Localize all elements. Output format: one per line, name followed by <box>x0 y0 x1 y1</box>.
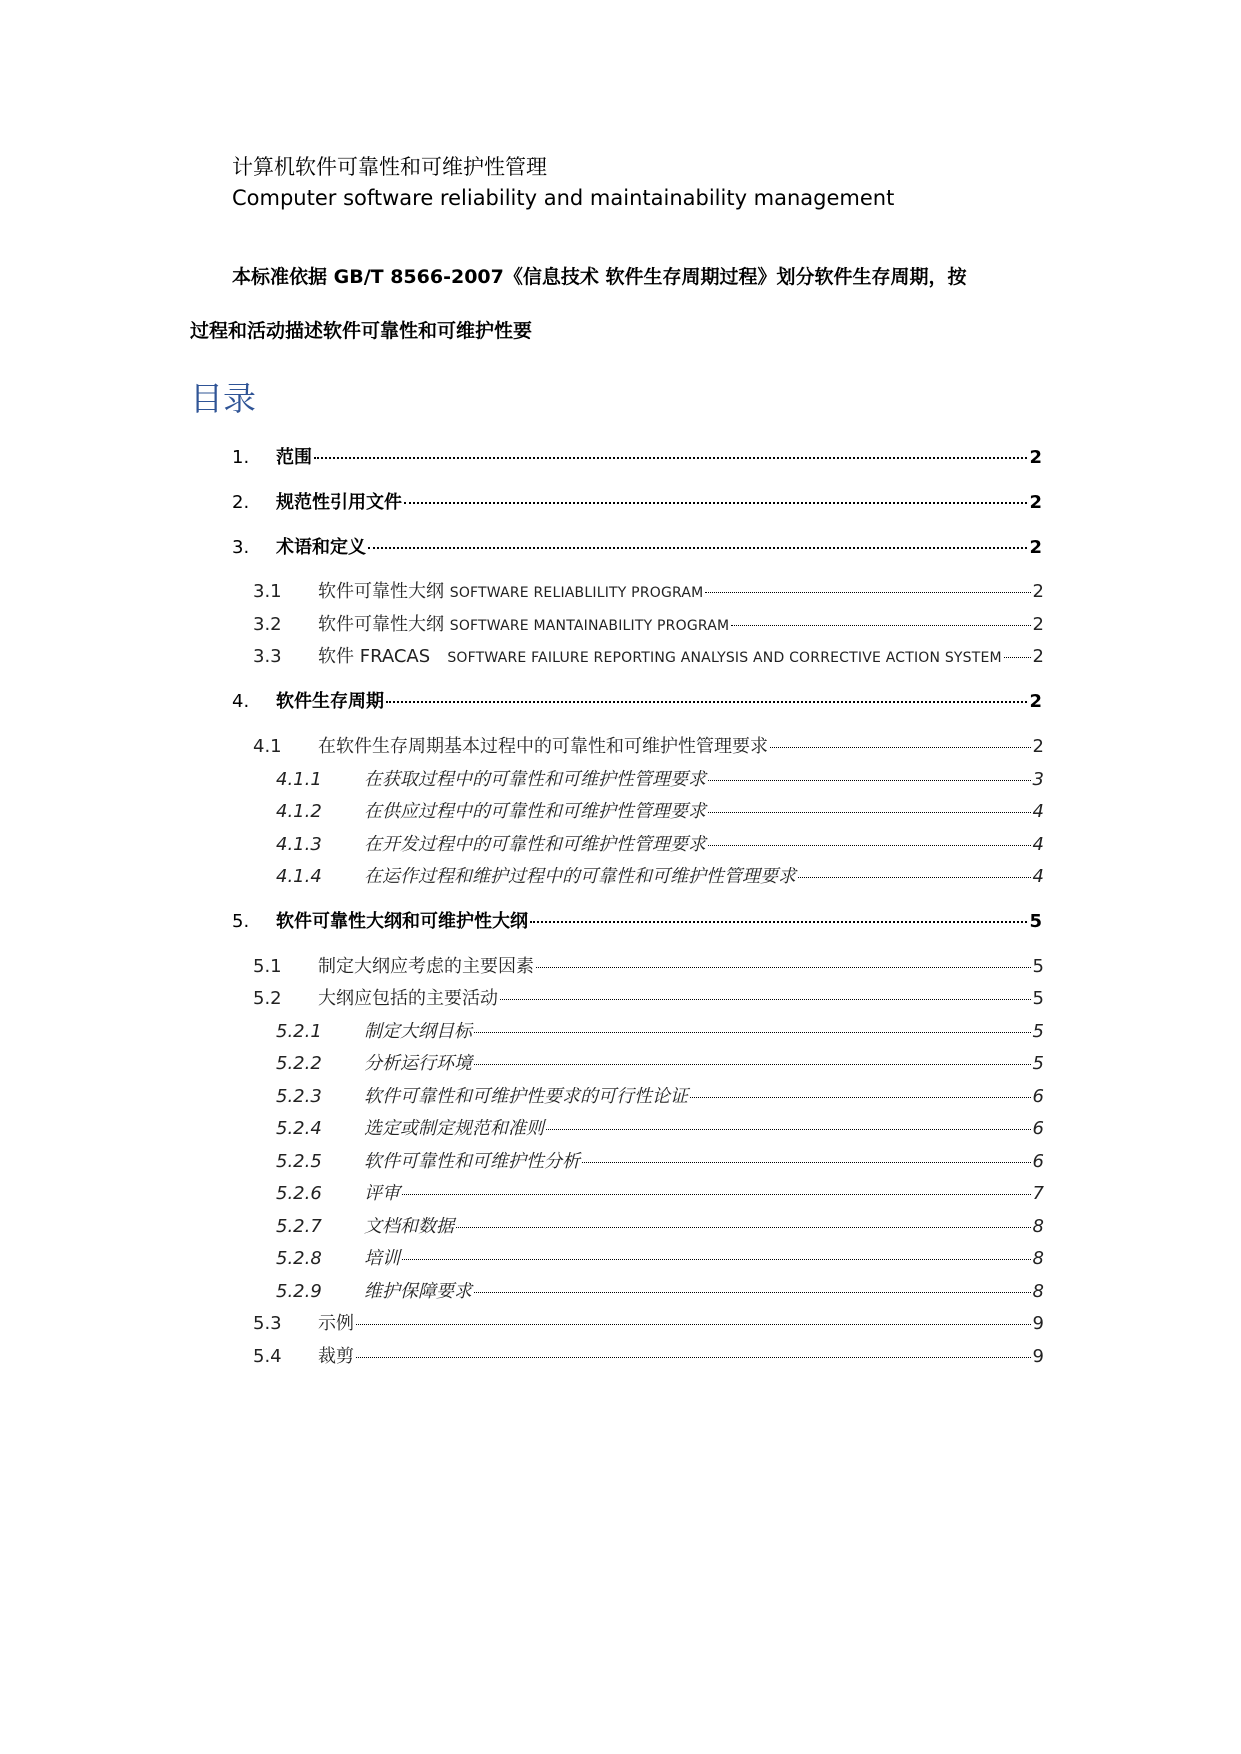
toc-entry-title: 软件可靠性和可维护性要求的可行性论证 <box>364 1086 688 1107</box>
toc-entry-title: 选定或制定规范和准则 <box>364 1118 544 1139</box>
toc-entry-page: 2 <box>1032 736 1044 757</box>
toc-leader-dots <box>402 1194 1031 1195</box>
toc-leader-dots <box>402 1259 1031 1260</box>
toc-entry-title: 评审 <box>364 1183 400 1204</box>
toc-entry-number: 5.2.8 <box>276 1248 322 1269</box>
toc-entry-title: 软件可靠性大纲 SOFTWARE MANTAINABILITY PROGRAM <box>318 614 730 635</box>
toc-entry-4-1-1[interactable] <box>276 768 1044 792</box>
toc-entry-4-1[interactable] <box>253 735 1044 759</box>
toc-entry-5[interactable] <box>232 910 1042 934</box>
toc-entry-page: 3 <box>1032 769 1044 790</box>
toc-entry-4-1-3[interactable] <box>276 833 1044 857</box>
toc-entry-title: 裁剪 <box>318 1346 354 1367</box>
toc-entry-page: 5 <box>1032 1053 1044 1074</box>
toc-entry-page: 2 <box>1032 581 1044 602</box>
toc-entry-page: 9 <box>1032 1346 1044 1367</box>
toc-entry-5-2-4[interactable] <box>276 1117 1044 1141</box>
toc-entry-title-en: SOFTWARE MANTAINABILITY PROGRAM <box>449 618 730 634</box>
document-title-cn: 计算机软件可靠性和可维护性管理 <box>232 155 547 179</box>
toc-entry-number: 3. <box>232 537 250 558</box>
toc-entry-title: 软件 FRACAS SOFTWARE FAILURE REPORTING ANALYSIS AND CORRECTIVE ACTION SYSTEM <box>318 646 1002 667</box>
toc-entry-number: 5. <box>232 911 250 932</box>
toc-leader-dots <box>314 457 1027 459</box>
toc-entry-title: 制定大纲目标 <box>364 1021 472 1042</box>
toc-entry-title: 在开发过程中的可靠性和可维护性管理要求 <box>364 834 706 855</box>
toc-leader-dots <box>546 1129 1031 1130</box>
toc-leader-dots <box>731 625 1030 626</box>
toc-entry-page: 2 <box>1029 447 1042 468</box>
toc-entry-3-2[interactable] <box>253 613 1044 637</box>
toc-entry-5-2-9[interactable] <box>276 1280 1044 1304</box>
toc-entry-page: 5 <box>1032 988 1044 1009</box>
toc-entry-number: 5.2.5 <box>276 1151 322 1172</box>
toc-entry-title: 维护保障要求 <box>364 1281 472 1302</box>
toc-entry-5-4[interactable] <box>253 1345 1044 1369</box>
toc-leader-dots <box>536 967 1031 968</box>
toc-entry-title: 在运作过程和维护过程中的可靠性和可维护性管理要求 <box>364 866 796 887</box>
toc-leader-dots <box>708 780 1031 781</box>
toc-leader-dots <box>368 547 1027 549</box>
toc-entry-5-2-1[interactable] <box>276 1020 1044 1044</box>
toc-leader-dots <box>474 1292 1031 1293</box>
toc-entry-page: 5 <box>1032 1021 1044 1042</box>
toc-leader-dots <box>500 999 1031 1000</box>
toc-entry-number: 4.1.1 <box>276 769 322 790</box>
toc-entry-title: 在供应过程中的可靠性和可维护性管理要求 <box>364 801 706 822</box>
toc-entry-number: 5.2.4 <box>276 1118 322 1139</box>
toc-entry-title: 培训 <box>364 1248 400 1269</box>
toc-entry-3[interactable] <box>232 536 1042 560</box>
toc-leader-dots <box>690 1097 1031 1098</box>
toc-entry-number: 3.1 <box>253 581 282 602</box>
toc-heading: 目录 <box>190 379 256 418</box>
toc-entry-page: 6 <box>1032 1118 1044 1139</box>
toc-leader-dots <box>386 701 1027 703</box>
toc-entry-number: 5.4 <box>253 1346 282 1367</box>
toc-entry-number: 5.2.2 <box>276 1053 322 1074</box>
toc-leader-dots <box>474 1032 1031 1033</box>
toc-entry-number: 2. <box>232 492 250 513</box>
toc-entry-number: 1. <box>232 447 250 468</box>
toc-entry-title: 软件可靠性和可维护性分析 <box>364 1151 580 1172</box>
toc-entry-5-2-2[interactable] <box>276 1052 1044 1076</box>
toc-entry-5-2-3[interactable] <box>276 1085 1044 1109</box>
toc-entry-5-2-5[interactable] <box>276 1150 1044 1174</box>
toc-entry-page: 4 <box>1032 834 1044 855</box>
toc-entry-page: 8 <box>1032 1248 1044 1269</box>
toc-entry-title: 大纲应包括的主要活动 <box>318 988 498 1009</box>
toc-entry-number: 5.1 <box>253 956 282 977</box>
toc-leader-dots <box>708 845 1031 846</box>
toc-entry-page: 5 <box>1029 911 1042 932</box>
toc-entry-page: 8 <box>1032 1281 1044 1302</box>
toc-entry-4-1-2[interactable] <box>276 800 1044 824</box>
toc-entry-page: 6 <box>1032 1151 1044 1172</box>
toc-entry-number: 4.1.4 <box>276 866 322 887</box>
toc-entry-page: 8 <box>1032 1216 1044 1237</box>
toc-entry-4-1-4[interactable] <box>276 865 1044 889</box>
toc-entry-title: 分析运行环境 <box>364 1053 472 1074</box>
toc-entry-title: 规范性引用文件 <box>276 492 402 513</box>
intro-line-2: 过程和活动描述软件可靠性和可维护性要 <box>190 320 533 342</box>
toc-entry-title: 示例 <box>318 1313 354 1334</box>
toc-entry-page: 6 <box>1032 1086 1044 1107</box>
toc-entry-5-2-6[interactable] <box>276 1182 1044 1206</box>
toc-entry-title-en: SOFTWARE RELIABLILITY PROGRAM <box>449 585 704 601</box>
toc-leader-dots <box>582 1162 1031 1163</box>
toc-leader-dots <box>456 1227 1031 1228</box>
toc-entry-3-1[interactable] <box>253 580 1044 604</box>
toc-entry-title: 在软件生存周期基本过程中的可靠性和可维护性管理要求 <box>318 736 768 757</box>
toc-entry-5-1[interactable] <box>253 955 1044 979</box>
toc-entry-page: 2 <box>1032 646 1044 667</box>
toc-entry-title: 软件可靠性大纲和可维护性大纲 <box>276 911 528 932</box>
toc-entry-page: 2 <box>1029 537 1042 558</box>
toc-entry-5-2-8[interactable] <box>276 1247 1044 1271</box>
toc-entry-page: 5 <box>1032 956 1044 977</box>
toc-entry-page: 2 <box>1032 614 1044 635</box>
toc-entry-1[interactable] <box>232 446 1042 470</box>
toc-entry-5-2[interactable] <box>253 987 1044 1011</box>
toc-leader-dots <box>798 877 1031 878</box>
toc-entry-number: 4.1.3 <box>276 834 322 855</box>
toc-entry-title: 术语和定义 <box>276 537 366 558</box>
toc-entry-title: 范围 <box>276 447 312 468</box>
toc-leader-dots <box>530 921 1027 923</box>
toc-leader-dots <box>356 1324 1031 1325</box>
toc-entry-number: 3.2 <box>253 614 282 635</box>
toc-entry-3-3[interactable] <box>253 645 1044 669</box>
toc-leader-dots <box>1004 657 1031 658</box>
toc-entry-number: 5.2.1 <box>276 1021 322 1042</box>
toc-entry-title: 软件可靠性大纲 SOFTWARE RELIABLILITY PROGRAM <box>318 581 704 602</box>
toc-entry-title: 制定大纲应考虑的主要因素 <box>318 956 534 977</box>
toc-entry-5-2-7[interactable] <box>276 1215 1044 1239</box>
toc-entry-page: 2 <box>1029 691 1042 712</box>
toc-entry-title-en: SOFTWARE FAILURE REPORTING ANALYSIS AND CORRECTIVE ACTION SYSTEM <box>447 650 1002 666</box>
toc-entry-2[interactable] <box>232 491 1042 515</box>
toc-entry-title: 在获取过程中的可靠性和可维护性管理要求 <box>364 769 706 790</box>
toc-leader-dots <box>705 592 1030 593</box>
toc-entry-number: 5.2 <box>253 988 282 1009</box>
toc-leader-dots <box>770 747 1031 748</box>
toc-entry-number: 3.3 <box>253 646 282 667</box>
toc-entry-number: 5.2.3 <box>276 1086 322 1107</box>
toc-entry-4[interactable] <box>232 690 1042 714</box>
toc-leader-dots <box>356 1357 1031 1358</box>
toc-entry-number: 5.3 <box>253 1313 282 1334</box>
toc-entry-page: 7 <box>1032 1183 1044 1204</box>
toc-leader-dots <box>708 812 1031 813</box>
toc-entry-number: 4. <box>232 691 250 712</box>
toc-entry-page: 9 <box>1032 1313 1044 1334</box>
toc-leader-dots <box>474 1064 1031 1065</box>
toc-entry-title: 文档和数据 <box>364 1216 454 1237</box>
toc-entry-title: 软件生存周期 <box>276 691 384 712</box>
document-title-en: Computer software reliability and maintainability management <box>232 186 895 210</box>
toc-entry-number: 5.2.6 <box>276 1183 322 1204</box>
toc-entry-number: 4.1 <box>253 736 282 757</box>
toc-entry-page: 4 <box>1032 866 1044 887</box>
toc-leader-dots <box>404 502 1027 504</box>
toc-entry-page: 4 <box>1032 801 1044 822</box>
toc-entry-number: 4.1.2 <box>276 801 322 822</box>
toc-entry-5-3[interactable] <box>253 1312 1044 1336</box>
toc-entry-number: 5.2.7 <box>276 1216 322 1237</box>
toc-entry-page: 2 <box>1029 492 1042 513</box>
toc-entry-number: 5.2.9 <box>276 1281 322 1302</box>
intro-line-1: 本标准依据 GB/T 8566-2007《信息技术 软件生存周期过程》划分软件生存周期，按 <box>232 266 967 288</box>
